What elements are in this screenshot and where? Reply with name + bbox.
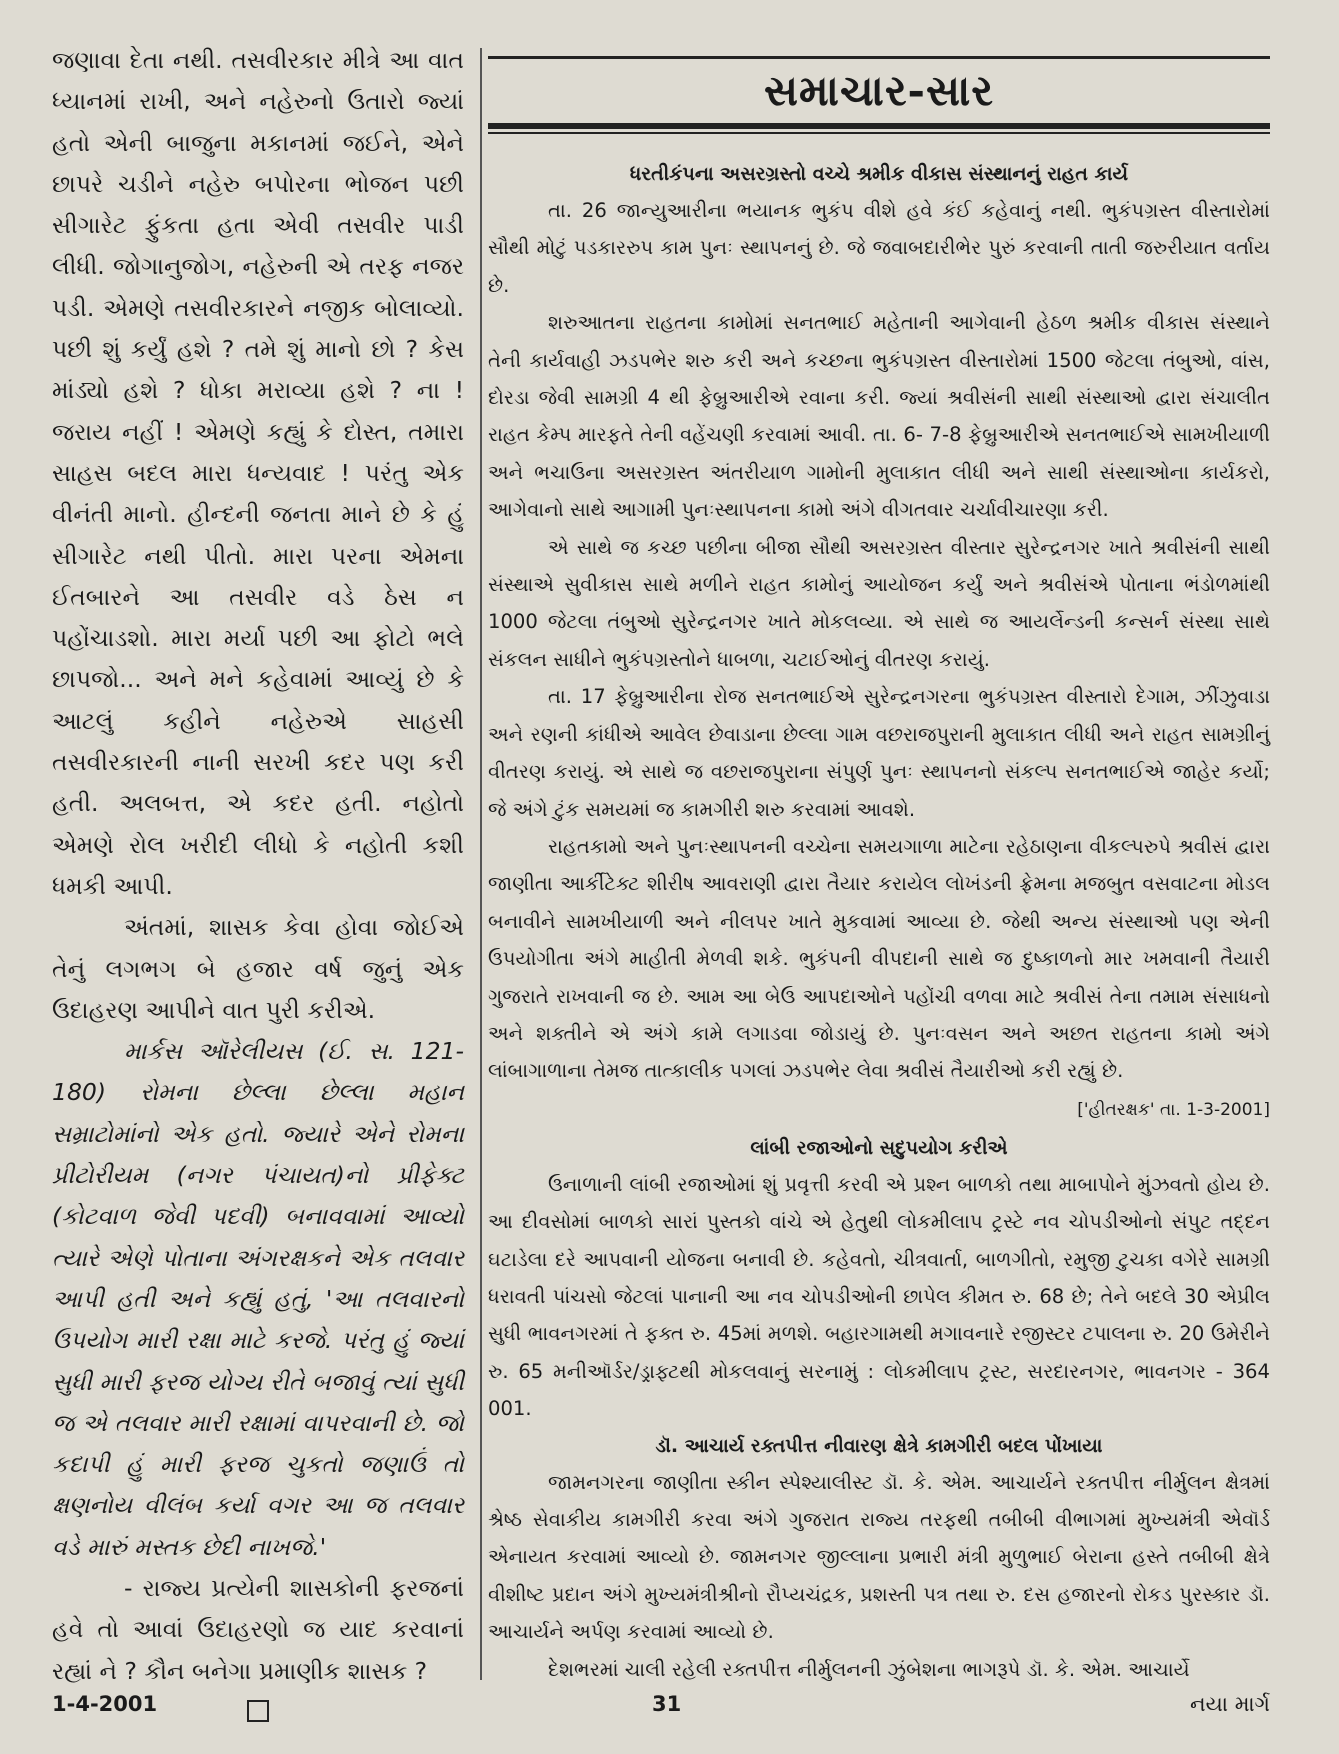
left-paragraph-3: માર્કસ ઑરેલીયસ (ઈ. સ. 121-180) રોમના છેલ્લા છેલ્લા મહાન સમ્રાટોમાંનો એક હતો. જ્યારે એને રોમના પ્રીટોરીયમ (નગર પંચાયત)નો પ્રીફેક્ટ (કોટવાળ જેવી પદવી) બનાવવામાં આવ્યો ત્યારે એણે પોતાના અંગરક્ષકને એક તલવાર આપી હતી અને કહ્યું હતું, 'આ તલવારનો ઉપયોગ મારી રક્ષા માટે કરજે. પરંતુ હું જ્યાં સુધી મારી ફરજ યોગ્ય રીતે બજાવું ત્યાં સુધી જ એ તલવાર મારી રક્ષામાં વાપરવાની છે. જો કદાપી હું મારી ફરજ ચુકતો જણાઉં તો ક્ષણનોય વીલંબ કર્યા વગર આ જ તલવાર વડે મારું મસ્તક છેદી નાખજે.' (52, 1037, 464, 1561)
article-paragraph: જામનગરના જાણીતા સ્કીન સ્પેશ્યાલીસ્ટ ડૉ. કે. એમ. આચાર્યને રક્તપીત્ત નીર્મુલન ક્ષેત્રમાં શ્રેષ્ઠ સેવાકીય કામગીરી કરવા અંગે ગુજરાત રાજ્ય તરફથી તબીબી વીભાગમાં મુખ્યમંત્રી એવૉર્ડ એનાયત કરવામાં આવ્યો છે. જામનગર જીલ્લાના પ્રભારી મંત્રી મુળુભાઈ બેરાના હસ્તે તબીબી ક્ષેત્રે વીશીષ્ટ પ્રદાન અંગે મુખ્યમંત્રીશ્રીનો રૌપ્યચંદ્રક, પ્રશસ્તી પત્ર તથા રુ. દસ હજારનો રોકડ પુરસ્કાર ડૉ. આચાર્યને અર્પણ કરવામાં આવ્યો છે. (488, 1470, 1270, 1644)
article-paragraph: રાહતકામો અને પુનઃસ્થાપનની વચ્ચેના સમયગાળા માટેના રહેઠાણના વીકલ્પરુપે શ્રવીસં દ્વારા જાણીતા આર્કીટેક્ટ શીરીષ આવરાણી દ્વારા તૈયાર કરાયેલ લોખંડની ફ્રેમના મજબુત વસવાટના મોડલ બનાવીને સામખીયાળી અને નીલપર ખાતે મુકવામાં આવ્યા છે. જેથી અન્ય સંસ્થાઓ પણ એની ઉપયોગીતા અંગે માહીતી મેળવી શકે. ભુકંપની વીપદાની સાથે જ દુષ્કાળનો માર ખમવાની તૈયારી ગુજરાતે રાખવાની જ છે. આમ આ બેઉ આપદાઓને પહોંચી વળવા માટે શ્રવીસં તેના તમામ સંસાધનો અને શક્તીને એ અંગે કામે લગાડવા જોડાયું છે. પુનઃવસન અને અછત રાહતના કામો અંગે લાંબાગાળાના તેમજ તાત્કાલીક પગલાં ઝડપભેર લેવા શ્રવીસં તૈયારીઓ કરી રહ્યું છે. (488, 834, 1270, 1083)
article-paragraph: તા. 17 ફેબ્રુઆરીના રોજ સનતભાઈએ સુરેન્દ્રનગરના ભુકંપગ્રસ્ત વીસ્તારો દેગામ, ઝીંઝુવાડા અને રણની કાંધીએ આવેલ છેવાડાના છેલ્લા ગામ વછરાજપુરાની મુલાકાત લીધી અને રાહત સામગ્રીનું વીતરણ કરાયું. એ સાથે જ વછરાજપુરાના સંપુર્ણ પુનઃ સ્થાપનનો સંકલ્પ સનતભાઈએ જાહેર કર્યો; જે અંગે ટુંક સમયમાં જ કામગીરી શરુ કરવામાં આવશે. (488, 685, 1270, 821)
article-paragraph: દેશભરમાં ચાલી રહેલી રક્તપીત્ત નીર્મુલનની ઝુંબેશના ભાગરૂપે ડૉ. કે. એમ. આચાર્યે (548, 1657, 1190, 1681)
article-paragraph: તા. 26 જાન્યુઆરીના ભયાનક ભુકંપ વીશે હવે કંઈ કહેવાનું નથી. ભુકંપગ્રસ્ત વીસ્તારોમાં સૌથી મોટું પડકારરુપ કામ પુનઃ સ્થાપનનું છે. જે જવાબદારીભેર પુરું કરવાની તાતી જરુરીયાત વર્તાય છે. (488, 199, 1270, 297)
article-source: ['હીતરક્ષક' તા. 1-3-2001] (1077, 1099, 1270, 1120)
page-number: 31 (652, 1692, 682, 1716)
article-paragraph: એ સાથે જ કચ્છ પછીના બીજા સૌથી અસરગ્રસ્ત વીસ્તાર સુરેન્દ્રનગર ખાતે શ્રવીસંની સાથી સંસ્થાએ સુવીકાસ સાથે મળીને રાહત કામોનું આયોજન કર્યું અને શ્રવીસંએ પોતાના ભંડોળમાંથી 1000 જેટલા તંબુઓ સુરેન્દ્રનગર ખાતે મોકલવ્યા. એ સાથે જ આયર્લેન્ડની કન્સર્ન સંસ્થા સાથે સંકલન સાધીને ભુકંપગ્રસ્તોને ધાબળા, ચટાઈઓનું વીતરણ કરાયું. (488, 535, 1270, 671)
article-title: લાંબી રજાઓનો સદુપયોગ કરીએ (750, 1136, 1008, 1159)
article-dr-acharya (488, 1428, 1270, 1688)
right-column (488, 48, 1270, 1688)
article-summer-holidays (488, 1130, 1270, 1428)
issue-date: 1-4-2001 (52, 1692, 158, 1716)
article-paragraph: શરુઆતના રાહતના કામોમાં સનતભાઈ મહેતાની આગેવાની હેઠળ શ્રમીક વીકાસ સંસ્થાને તેની કાર્યવાહી ઝડપભેર શરુ કરી અને કચ્છના ભુકંપગ્રસ્ત વીસ્તારોમાં 1500 જેટલા તંબુઓ, વાંસ, દોરડા જેવી સામગ્રી 4 થી ફેબ્રુઆરીએ રવાના કરી. જ્યાં શ્રવીસંની સાથી સંસ્થાઓ દ્વારા સંચાલીત રાહત કેમ્પ મારફતે તેની વહેંચણી કરવામાં આવી. તા. 6- 7-8 ફેબ્રુઆરીએ સનતભાઈએ સામખીયાળી અને ભચાઉના અસરગ્રસ્ત અંતરીયાળ ગામોની મુલાકાત લીધી અને સાથી સંસ્થાઓના કાર્યકરો, આગેવાનો સાથે આગામી પુનઃસ્થાપનના કામો અંગે વીગતવાર ચર્ચાવીચારણા કરી. (488, 311, 1270, 522)
article-paragraph: ઉનાળાની લાંબી રજાઓમાં શું પ્રવૃત્તી કરવી એ પ્રશ્ન બાળકો તથા માબાપોને મુંઝવતો હોય છે. આ દીવસોમાં બાળકો સારાં પુસ્તકો વાંચે એ હેતુથી લોકમીલાપ ટ્રસ્ટે નવ ચોપડીઓનો સંપુટ તદ્દન ઘટાડેલા દરે આપવાની યોજના બનાવી છે. કહેવતો, ચીત્રવાર્તા, બાળગીતો, રમુજી ટુચકા વગેરે સામગ્રી ધરાવતી પાંચસો જેટલાં પાનાની આ નવ ચોપડીઓની છાપેલ કીમત રુ. 68 છે; તેને બદલે 30 એપ્રીલ સુધી ભાવનગરમાં તે ફક્ત રુ. 45માં મળશે. બહારગામથી મગાવનારે રજીસ્ટર ટપાલના રુ. 20 ઉમેરીને રુ. 65 મનીઑર્ડર/ડ્રાફ્ટથી મોકલવાનું સરનામું : લોકમીલાપ ટ્રસ્ટ, સરદારનગર, ભાવનગર - 364 001. (488, 1172, 1270, 1421)
left-column (52, 40, 464, 1722)
article-title: ડૉ. આચાર્ય રક્તપીત્ત નીવારણ ક્ષેત્રે કામગીરી બદલ પોંખાયા (655, 1434, 1103, 1457)
left-paragraph-1: જણાવા દેતા નથી. તસવીરકાર મીત્રે આ વાત ધ્યાનમાં રાખી, અને નહેરુનો ઉતારો જ્યાં હતો એની બાજુના મકાનમાં જઈને, એને છાપરે ચડીને નહેરુ બપોરના ભોજન પછી સીગારેટ ફુંકતા હતા એવી તસવીર પાડી લીધી. જોગાનુજોગ, નહેરુની એ તરફ નજર પડી. એમણે તસવીરકારને નજીક બોલાવ્યો. પછી શું કર્યું હશે ? તમે શું માનો છો ? કેસ માંડ્યો હશે ? ધોકા મરાવ્યા હશે ? ના ! જરાય નહીં ! એમણે કહ્યું કે દોસ્ત, તમારા સાહસ બદલ મારા ધન્યવાદ ! પરંતુ એક વીનંતી માનો. હીન્દની જનતા માને છે કે હું સીગારેટ નથી પીતો. મારા પરના એમના ઈતબારને આ તસવીર વડે ઠેસ ન પહોંચાડશો. મારા મર્યા પછી આ ફોટો ભલે છાપજો... અને મને કહેવામાં આવ્યું છે કે આટલું કહીને નહેરુએ સાહસી તસવીરકારની નાની સરખી કદર પણ કરી હતી. અલબત્ત, એ કદર હતી. નહોતો એમણે રોલ ખરીદી લીધો કે નહોતી કશી ધમકી આપી. (52, 46, 464, 900)
section-title: સમાચાર-સાર (763, 66, 995, 115)
page-footer (52, 1692, 1270, 1732)
left-paragraph-2: અંતમાં, શાસક કેવા હોવા જોઈએ તેનું લગભગ બે હજાર વર્ષ જુનું એક ઉદાહરણ આપીને વાત પુરી કરીએ. (52, 913, 464, 1024)
masthead-bottom-rule (488, 123, 1270, 129)
masthead-bottom-rule-thin (488, 132, 1270, 134)
article-title: ધરતીકંપના અસરગ્રસ્તો વચ્ચે શ્રમીક વીકાસ સંસ્થાનનું રાહત કાર્ય (629, 163, 1129, 185)
left-paragraph-4: - રાજ્ય પ્રત્યેની શાસકોની ફરજનાં હવે તો આવાં ઉદાહરણો જ યાદ કરવાનાં રહ્યાં ને ? કૌન બનેગા પ્રમાણીક શાસક ? (52, 1573, 464, 1685)
column-divider (480, 48, 482, 1680)
article-relief-work (488, 156, 1270, 1130)
magazine-name: નયા માર્ગ (1190, 1692, 1270, 1716)
